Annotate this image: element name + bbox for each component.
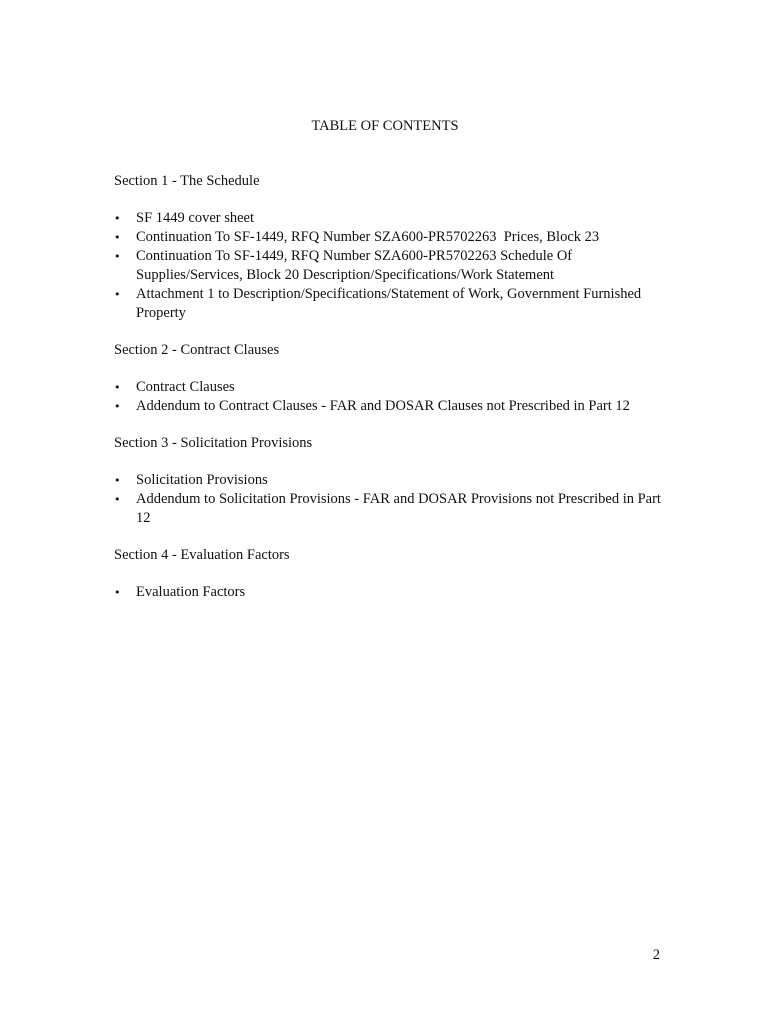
list-item <box>114 583 674 602</box>
bullet-icon: • <box>114 381 121 394</box>
list-item-text: Evaluation Factors <box>136 584 246 600</box>
bullet-icon: • <box>114 212 121 225</box>
bullet-icon: • <box>114 231 121 244</box>
list-item <box>114 378 674 397</box>
toc-content <box>114 172 674 620</box>
list-item-text: Continuation To SF-1449, RFQ Number SZA600-PR5702263 Schedule Of Supplies/Services, Block 20 Description/Specifications/Work Statement <box>136 248 573 283</box>
list-item-text: Attachment 1 to Description/Specifications/Statement of Work, Government Furnished Property <box>136 286 642 321</box>
bullet-icon: • <box>114 586 121 599</box>
page-number: 2 <box>652 947 660 963</box>
list-item <box>114 228 674 247</box>
section-heading: Section 2 - Contract Clauses <box>114 342 280 358</box>
list-item <box>114 209 674 228</box>
list-item <box>114 397 674 416</box>
list-item-text: SF 1449 cover sheet <box>136 210 254 226</box>
list-item-text: Contract Clauses <box>136 379 235 395</box>
bullet-icon: • <box>114 288 121 301</box>
list-item-text: Addendum to Solicitation Provisions - FAR and DOSAR Provisions not Prescribed in Part 12 <box>136 491 661 526</box>
section-heading: Section 1 - The Schedule <box>114 173 260 189</box>
section-heading: Section 4 - Evaluation Factors <box>114 547 290 563</box>
list-item-text: Continuation To SF-1449, RFQ Number SZA600-PR5702263 Prices, Block 23 <box>136 229 600 245</box>
section-heading: Section 3 - Solicitation Provisions <box>114 435 313 451</box>
page-title: TABLE OF CONTENTS <box>311 118 459 134</box>
list-item <box>114 471 674 490</box>
list-item <box>114 490 674 528</box>
bullet-icon: • <box>114 250 121 263</box>
bullet-icon: • <box>114 400 121 413</box>
list-item <box>114 285 674 323</box>
bullet-icon: • <box>114 493 121 506</box>
section-item-list <box>114 209 674 323</box>
section-item-list <box>114 378 674 416</box>
section-item-list <box>114 583 674 602</box>
list-item <box>114 247 674 285</box>
list-item-text: Solicitation Provisions <box>136 472 268 488</box>
toc-section-2 <box>114 341 674 416</box>
toc-section-1 <box>114 172 674 323</box>
bullet-icon: • <box>114 474 121 487</box>
toc-section-3 <box>114 434 674 528</box>
toc-section-4 <box>114 546 674 602</box>
section-item-list <box>114 471 674 528</box>
list-item-text: Addendum to Contract Clauses - FAR and DOSAR Clauses not Prescribed in Part 12 <box>136 398 630 414</box>
